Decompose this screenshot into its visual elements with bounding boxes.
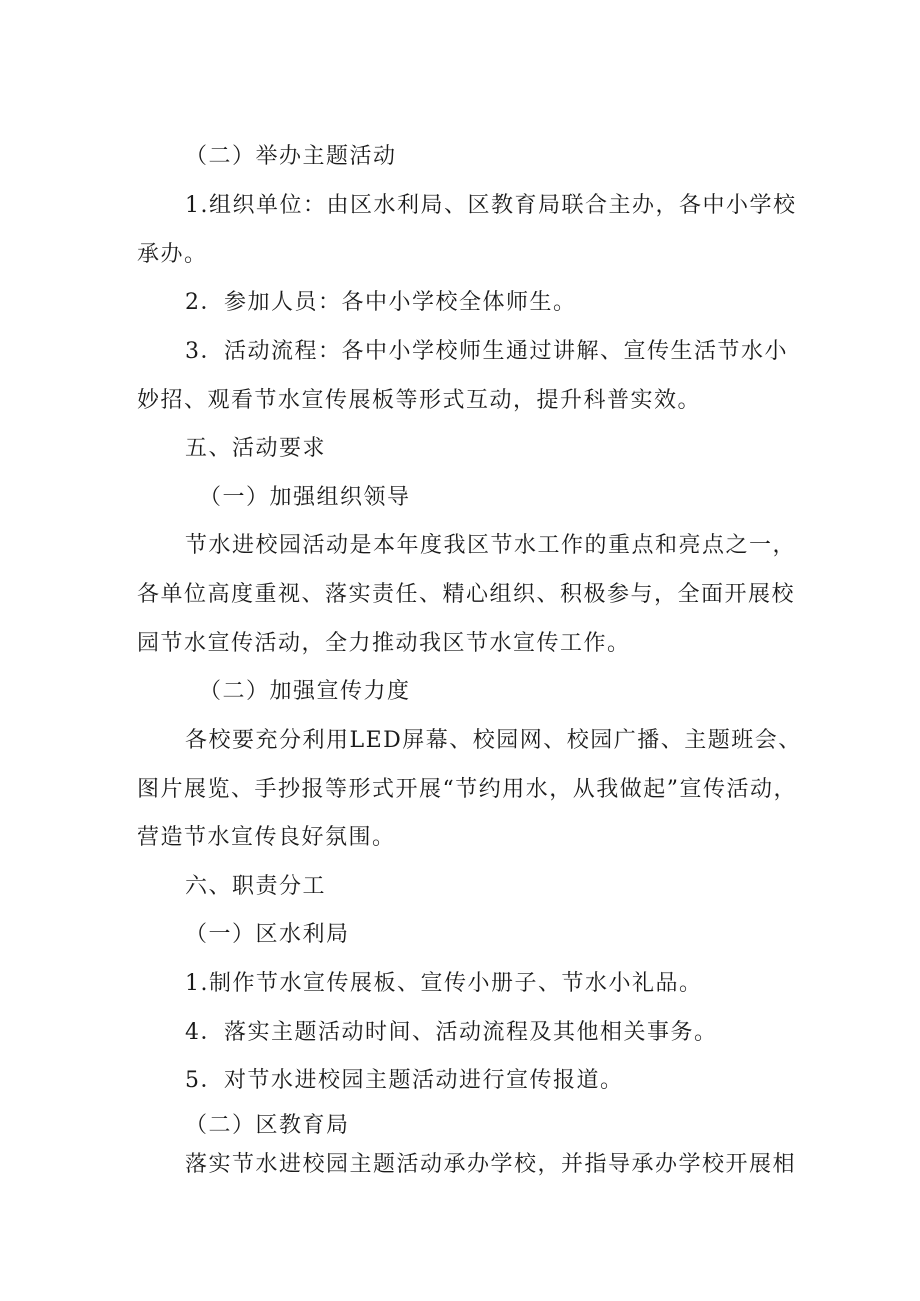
paragraph-education-bureau: 落实节水进校园主题活动承办学校，并指导承办学校开展相 xyxy=(185,1152,797,1177)
heading-1-strengthen-organization: （一）加强组织领导 xyxy=(199,485,411,510)
heading-2-education-bureau: （二）区教育局 xyxy=(185,1113,350,1138)
heading-2-strengthen-publicity: （二）加强宣传力度 xyxy=(199,679,411,704)
section-heading-requirements: 五、活动要求 xyxy=(185,436,327,461)
paragraph-process: 3．活动流程：各中小学校师生通过讲解、宣传生活节水小 xyxy=(185,339,788,364)
paragraph-publicity-1: 各校要充分利用LED屏幕、校园网、校园广播、主题班会、 xyxy=(185,728,802,753)
paragraph-organization-2: 各单位高度重视、落实责任、精心组织、积极参与，全面开展校 xyxy=(137,582,796,607)
paragraph-organizer: 1.组织单位：由区水利局、区教育局联合主办，各中小学校 xyxy=(185,193,797,218)
paragraph-organization-1: 节水进校园活动是本年度我区节水工作的重点和亮点之一， xyxy=(185,533,797,558)
paragraph-water-bureau-4: 4．落实主题活动时间、活动流程及其他相关事务。 xyxy=(185,1020,718,1045)
paragraph-water-bureau-5: 5．对节水进校园主题活动进行宣传报道。 xyxy=(185,1068,624,1093)
paragraph-publicity-2: 图片展览、手抄报等形式开展“节约用水，从我做起”宣传活动， xyxy=(137,777,797,802)
paragraph-participants: 2．参加人员：各中小学校全体师生。 xyxy=(185,290,577,315)
heading-2-hold-theme-activity: （二）举办主题活动 xyxy=(185,144,397,169)
paragraph-organization-3: 园节水宣传活动，全力推动我区节水宣传工作。 xyxy=(137,631,631,656)
section-heading-responsibilities: 六、职责分工 xyxy=(185,874,327,899)
paragraph-organizer-cont: 承办。 xyxy=(137,242,208,267)
heading-1-water-bureau: （一）区水利局 xyxy=(185,922,350,947)
paragraph-water-bureau-1: 1.制作节水宣传展板、宣传小册子、节水小礼品。 xyxy=(185,971,703,996)
paragraph-process-cont: 妙招、观看节水宣传展板等形式互动，提升科普实效。 xyxy=(137,388,702,413)
paragraph-publicity-3: 营造节水宣传良好氛围。 xyxy=(137,825,396,850)
